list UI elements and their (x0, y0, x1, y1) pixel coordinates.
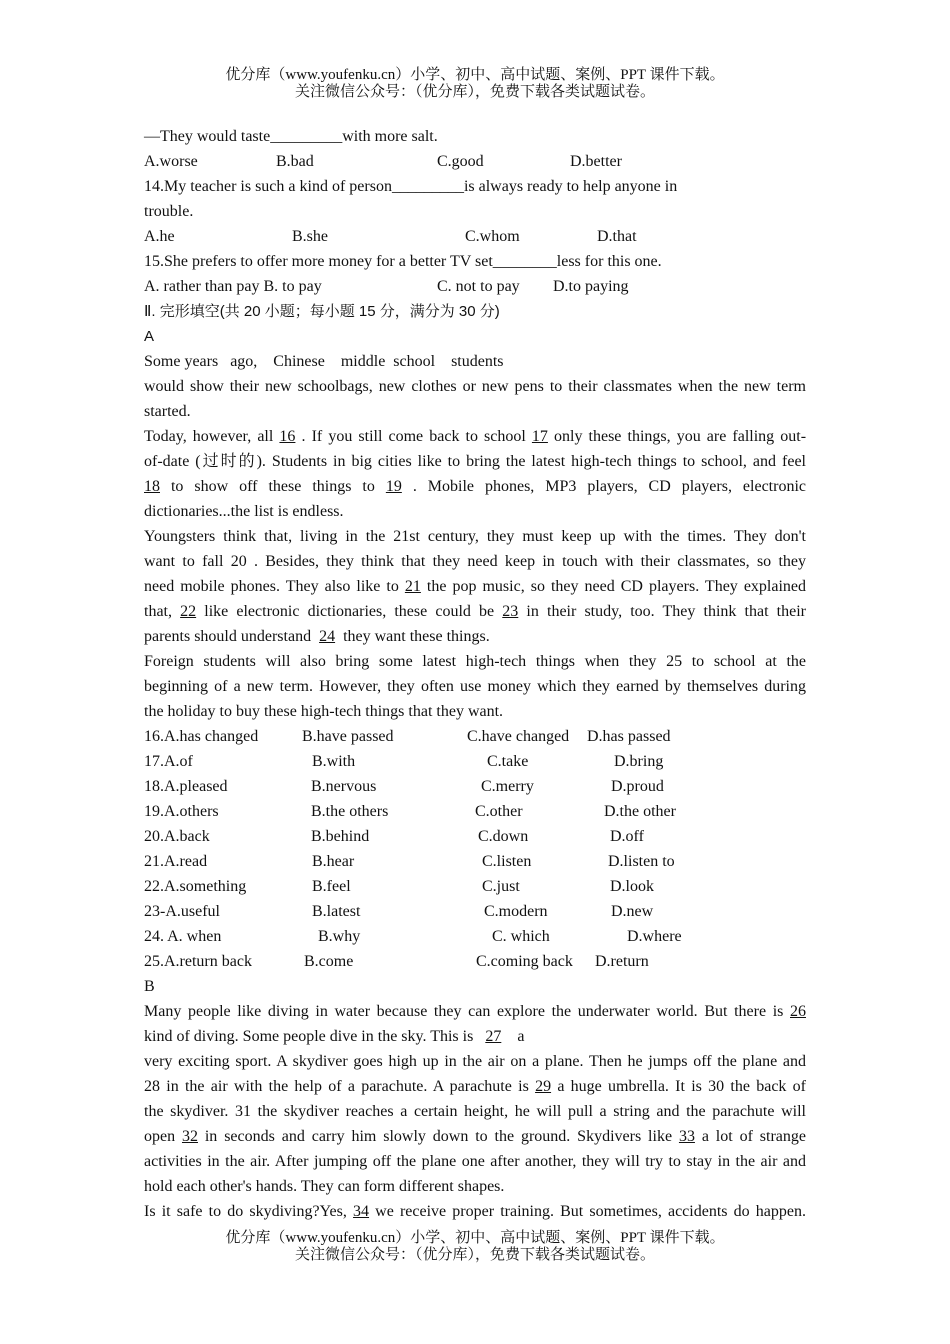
text-run: Today, however, all (144, 428, 280, 445)
footer-line-1: 优分库（www.youfenku.cn）小学、初中、高中试题、案例、PPT 课件下载。 (225, 1230, 725, 1246)
section-title: Ⅱ. 完形填空(共 20 小题；每小题 15 分，满分为 30 分) (144, 303, 500, 320)
q17-option-a: 17.A.of (144, 753, 193, 770)
blank-23: 23 (502, 603, 519, 620)
q23-option-d: D.new (611, 903, 654, 920)
passage-a-para4-line-3: the holiday to buy these high-tech things that they want. (144, 703, 504, 720)
blank-21: 21 (404, 578, 421, 595)
header-line-2: 关注微信公众号：（优分库），免费下载各类试题试卷。 (294, 84, 655, 100)
q13-tail: —They would taste_________with more salt. (144, 128, 438, 145)
text-run: a huge umbrella. It is 30 the back of (551, 1078, 807, 1095)
passage-a-para3-line-1: Youngsters think that, living in the 21st century, they must keep up with the times. They don't (144, 528, 806, 545)
blank-32: 32 (181, 1128, 198, 1145)
q20-option-b: B.behind (311, 828, 370, 845)
q16-option-a: 16.A.has changed (144, 728, 259, 745)
header-line-1: 优分库（www.youfenku.cn）小学、初中、高中试题、案例、PPT 课件下载。 (225, 67, 725, 83)
page-footer (0, 1230, 950, 1264)
passage-a-line-1: Some years ago, Chinese middle school students (144, 353, 504, 370)
text-run: only these things, you are falling out- (547, 428, 807, 445)
blank-26: 26 (790, 1003, 806, 1020)
passage-b-line-2 (144, 1027, 524, 1047)
text-run: they want these things. (335, 628, 490, 645)
passage-b-line-4 (144, 1077, 806, 1097)
q14-stem: 14.My teacher is such a kind of person_________is always ready to help anyone in (144, 178, 678, 195)
q22-option-d: D.look (610, 878, 654, 895)
q15-option-ab: A. rather than pay B. to pay (144, 278, 322, 295)
q24-option-c: C. which (492, 928, 550, 945)
passage-a-line-2: would show their new schoolbags, new clothes or new pens to their classmates when the new term (144, 378, 806, 395)
passage-b-line-6 (144, 1127, 806, 1147)
q25-option-c: C.coming back (476, 953, 573, 970)
text-run: . If you still come back to school (295, 428, 532, 445)
blank-34: 34 (353, 1203, 370, 1220)
text-run: Many people like diving in water because they can explore the underwater world. But there is (144, 1003, 790, 1020)
q24-option-a: 24. A. when (144, 928, 222, 945)
passage-a-para4-line-2: beginning of a new term. However, they often use money which they earned by themselves during (144, 678, 806, 695)
q14-option-b: B.she (292, 228, 328, 245)
q21-option-c: C.listen (482, 853, 532, 870)
passage-a-para3-line-5 (144, 627, 490, 647)
passage-a-para2-line-4: dictionaries...the list is endless. (144, 503, 344, 520)
q17-option-c: C.take (487, 753, 529, 770)
text-run: to show off these things to (160, 478, 386, 495)
passage-b-line-8: hold each other's hands. They can form different shapes. (144, 1178, 505, 1195)
q15-option-c: C. not to pay (437, 278, 520, 295)
q17-option-d: D.bring (614, 753, 664, 770)
q18-option-c: C.merry (481, 778, 534, 795)
passage-b-line-3: very exciting sport. A skydiver goes high up in the air on a plane. Then he jumps off the plane and (144, 1053, 806, 1070)
text-run: 28 in the air with the help of a parachute. A parachute is (144, 1078, 536, 1095)
q13-option-c: C.good (437, 153, 484, 170)
part-a-label: A (144, 328, 155, 345)
text-run: . Mobile phones, MP3 players, CD players, electronic (401, 478, 807, 495)
q13-option-a: A.worse (144, 153, 198, 170)
text-run: Is it safe to do skydiving?Yes, (144, 1203, 354, 1220)
q13-option-b: B.bad (276, 153, 314, 170)
q18-option-a: 18.A.pleased (144, 778, 228, 795)
q23-option-b: B.latest (312, 903, 361, 920)
q18-option-d: D.proud (611, 778, 664, 795)
page-header (0, 67, 950, 101)
q19-option-d: D.the other (604, 803, 676, 820)
q15-stem: 15.She prefers to offer more money for a better TV set________less for this one. (144, 253, 662, 270)
text-run: kind of diving. Some people dive in the sky. This is (144, 1028, 486, 1045)
blank-27: 27 (485, 1028, 502, 1045)
q14-option-c: C.whom (465, 228, 520, 245)
part-b-label: B (144, 978, 155, 995)
text-run: the pop music, so they need CD players. They explained (420, 578, 807, 595)
blank-18: 18 (144, 478, 160, 495)
text-run: like electronic dictionaries, these could be (196, 603, 503, 620)
q16-option-c: C.have changed (467, 728, 570, 745)
blank-22: 22 (180, 603, 197, 620)
passage-a-para2-line-1 (144, 427, 806, 447)
text-run: a lot of strange (694, 1128, 806, 1145)
blank-24: 24 (319, 628, 336, 645)
q21-option-b: B.hear (312, 853, 355, 870)
text-run: we receive proper training. But sometimes, accidents do happen. (369, 1203, 806, 1220)
q20-option-d: D.off (610, 828, 644, 845)
q25-option-a: 25.A.return back (144, 953, 252, 970)
blank-17: 17 (531, 428, 548, 445)
q20-option-c: C.down (478, 828, 529, 845)
q15-option-d: D.to paying (553, 278, 629, 295)
q19-option-a: 19.A.others (144, 803, 219, 820)
text-run: that, (144, 603, 181, 620)
q14-option-d: D.that (597, 228, 637, 245)
q19-option-b: B.the others (311, 803, 389, 820)
passage-b-line-9 (144, 1202, 806, 1222)
q22-option-a: 22.A.something (144, 878, 247, 895)
q23-option-c: C.modern (484, 903, 548, 920)
blank-29: 29 (535, 1078, 552, 1095)
passage-a-para2-line-3 (144, 477, 806, 497)
q23-option-a: 23-A.useful (144, 903, 220, 920)
blank-33: 33 (678, 1128, 695, 1145)
q16-option-d: D.has passed (587, 728, 671, 745)
passage-a-para3-line-2: want to fall 20 . Besides, they think that they need keep in touch with their classmates, so they (144, 553, 806, 570)
passage-b-line-1 (144, 1002, 806, 1022)
passage-a-para3-line-4 (144, 602, 806, 622)
passage-a-line-3: started. (144, 403, 191, 420)
passage-b-line-5: the skydiver. 31 the skydiver reaches a certain height, he will pull a string and the parachute will (144, 1103, 806, 1120)
q19-option-c: C.other (475, 803, 523, 820)
passage-b-line-7: activities in the air. After jumping off the plane one after another, they will try to stay in the air and (144, 1153, 806, 1170)
q20-option-a: 20.A.back (144, 828, 210, 845)
q22-option-c: C.just (482, 878, 520, 895)
footer-line-2: 关注微信公众号：（优分库），免费下载各类试题试卷。 (294, 1247, 655, 1263)
text-run: in seconds and carry him slowly down to the ground. Skydivers like (197, 1128, 679, 1145)
q22-option-b: B.feel (312, 878, 351, 895)
text-run: need mobile phones. They also like to (144, 578, 405, 595)
passage-a-para3-line-3 (144, 577, 806, 597)
q18-option-b: B.nervous (311, 778, 377, 795)
text-run: in their study, too. They think that their (518, 603, 806, 620)
text-run: open (144, 1128, 182, 1145)
passage-a-para2-line-2: of-date (过时的). Students in big cities like to bring the latest high-tech things to school, and feel (144, 453, 806, 470)
text-run: a (501, 1028, 525, 1045)
q24-option-d: D.where (627, 928, 682, 945)
blank-19: 19 (385, 478, 402, 495)
q17-option-b: B.with (312, 753, 356, 770)
text-run: parents should understand (144, 628, 320, 645)
q25-option-d: D.return (595, 953, 649, 970)
q21-option-a: 21.A.read (144, 853, 208, 870)
q16-option-b: B.have passed (302, 728, 394, 745)
q14-option-a: A.he (144, 228, 175, 245)
q25-option-b: B.come (304, 953, 354, 970)
q13-option-d: D.better (570, 153, 622, 170)
q24-option-b: B.why (318, 928, 361, 945)
passage-a-para4-line-1: Foreign students will also bring some latest high-tech things when they 25 to school at the (144, 653, 806, 670)
q21-option-d: D.listen to (608, 853, 675, 870)
q14-stem-cont: trouble. (144, 203, 194, 220)
blank-16: 16 (279, 428, 296, 445)
